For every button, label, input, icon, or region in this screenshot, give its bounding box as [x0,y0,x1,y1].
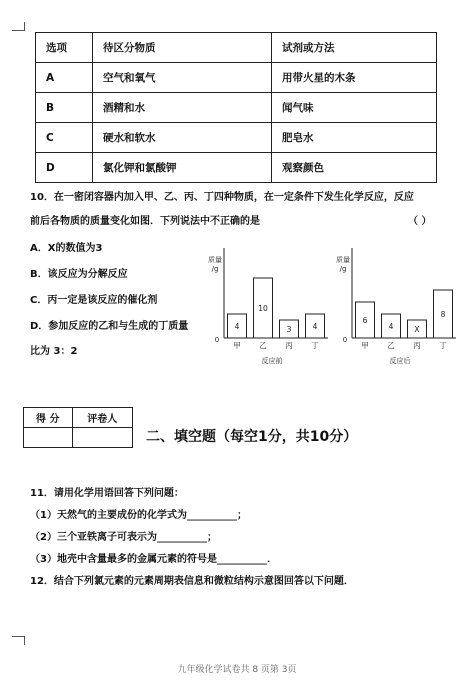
question-12-stem: 12．结合下列氯元素的元素周期表信息和微粒结构示意图回答以下问题． [30,576,354,587]
category-label: 甲 [361,341,369,350]
origin-label: 0 [342,336,348,344]
y-axis-label: 质量/g [208,256,222,273]
table-header-cell: 试剂或方法 [272,33,437,63]
section-title: 二、填空题（每空1分，共10分） [146,429,358,445]
grader-label: 评卷人 [72,408,132,428]
category-label: 丁 [439,341,447,350]
grader-field[interactable] [72,428,132,448]
option-a: A．X的数值为3 [30,243,103,254]
question-10-line-2: 前后各物质的质量变化如图．下列说法中不正确的是 [30,216,260,227]
option-d: D．参加反应的乙和与生成的丁质量 [30,321,189,332]
table-cell: 硬水和软水 [93,123,272,153]
score-box [23,407,133,448]
table-cell: 酒精和水 [93,93,272,123]
table-header-cell: 待区分物质 [93,33,272,63]
table-row [36,93,437,123]
table-row [36,63,437,93]
answer-parentheses: （ ） [408,216,432,227]
table-cell: 肥皂水 [272,123,437,153]
category-label: 丁 [311,341,319,350]
table-row [36,153,437,183]
table-cell: 用带火星的木条 [272,63,437,93]
page-footer: 九年级化学试卷共 8 页第 3页 [177,665,297,675]
option-d-continued: 比为 3：2 [30,346,78,357]
option-b: B．该反应为分解反应 [30,269,128,280]
category-label: 丙 [413,341,421,350]
origin-label: 0 [214,336,220,344]
question-10-line-1: 10．在一密闭容器内加入甲、乙、丙、丁四种物质，在一定条件下发生化学反应，反应 [30,192,414,203]
bar-value-label: 4 [234,322,240,331]
crop-mark-top-left [12,22,25,31]
chart-before-reaction [208,240,342,370]
option-c: C．丙一定是该反应的催化剂 [30,295,158,306]
score-label: 得 分 [24,408,73,428]
table-header-cell: 选项 [36,33,93,63]
table-cell: B [36,93,93,123]
table-cell: D [36,153,93,183]
bar-value-label: X [414,325,420,334]
category-label: 甲 [233,341,241,350]
category-label: 乙 [259,341,267,350]
table-cell: C [36,123,93,153]
bar-value-label: 4 [388,322,394,331]
table-cell: A [36,63,93,93]
question-11-item: （3）地壳中含量最多的金属元素的符号是__________． [30,554,277,565]
bar-value-label: 6 [362,316,368,325]
x-axis-label: 反应前 [261,357,283,365]
category-label: 丙 [285,341,293,350]
table-row [36,123,437,153]
table-cell: 闻气味 [272,93,437,123]
question-11-item: （1）天然气的主要成份的化学式为__________； [30,510,247,521]
chart-after-reaction [336,240,470,370]
x-axis-label: 反应后 [389,357,411,365]
y-axis-label: 质量/g [336,256,350,273]
table-cell: 空气和氧气 [93,63,272,93]
table-cell: 观察颜色 [272,153,437,183]
options-table [35,32,437,183]
score-field[interactable] [24,428,73,448]
bar-value-label: 8 [440,310,446,319]
bar-value-label: 4 [312,322,318,331]
table-cell: 氯化钾和氯酸钾 [93,153,272,183]
category-label: 乙 [387,341,395,350]
question-11-stem: 11．请用化学用语回答下列问题： [30,488,184,499]
table-header-row [36,33,437,63]
crop-mark-bottom-left [12,636,25,645]
bar-value-label: 10 [258,304,268,313]
bar-value-label: 3 [286,325,292,334]
question-11-item: （2）三个亚铁离子可表示为__________； [30,532,217,543]
